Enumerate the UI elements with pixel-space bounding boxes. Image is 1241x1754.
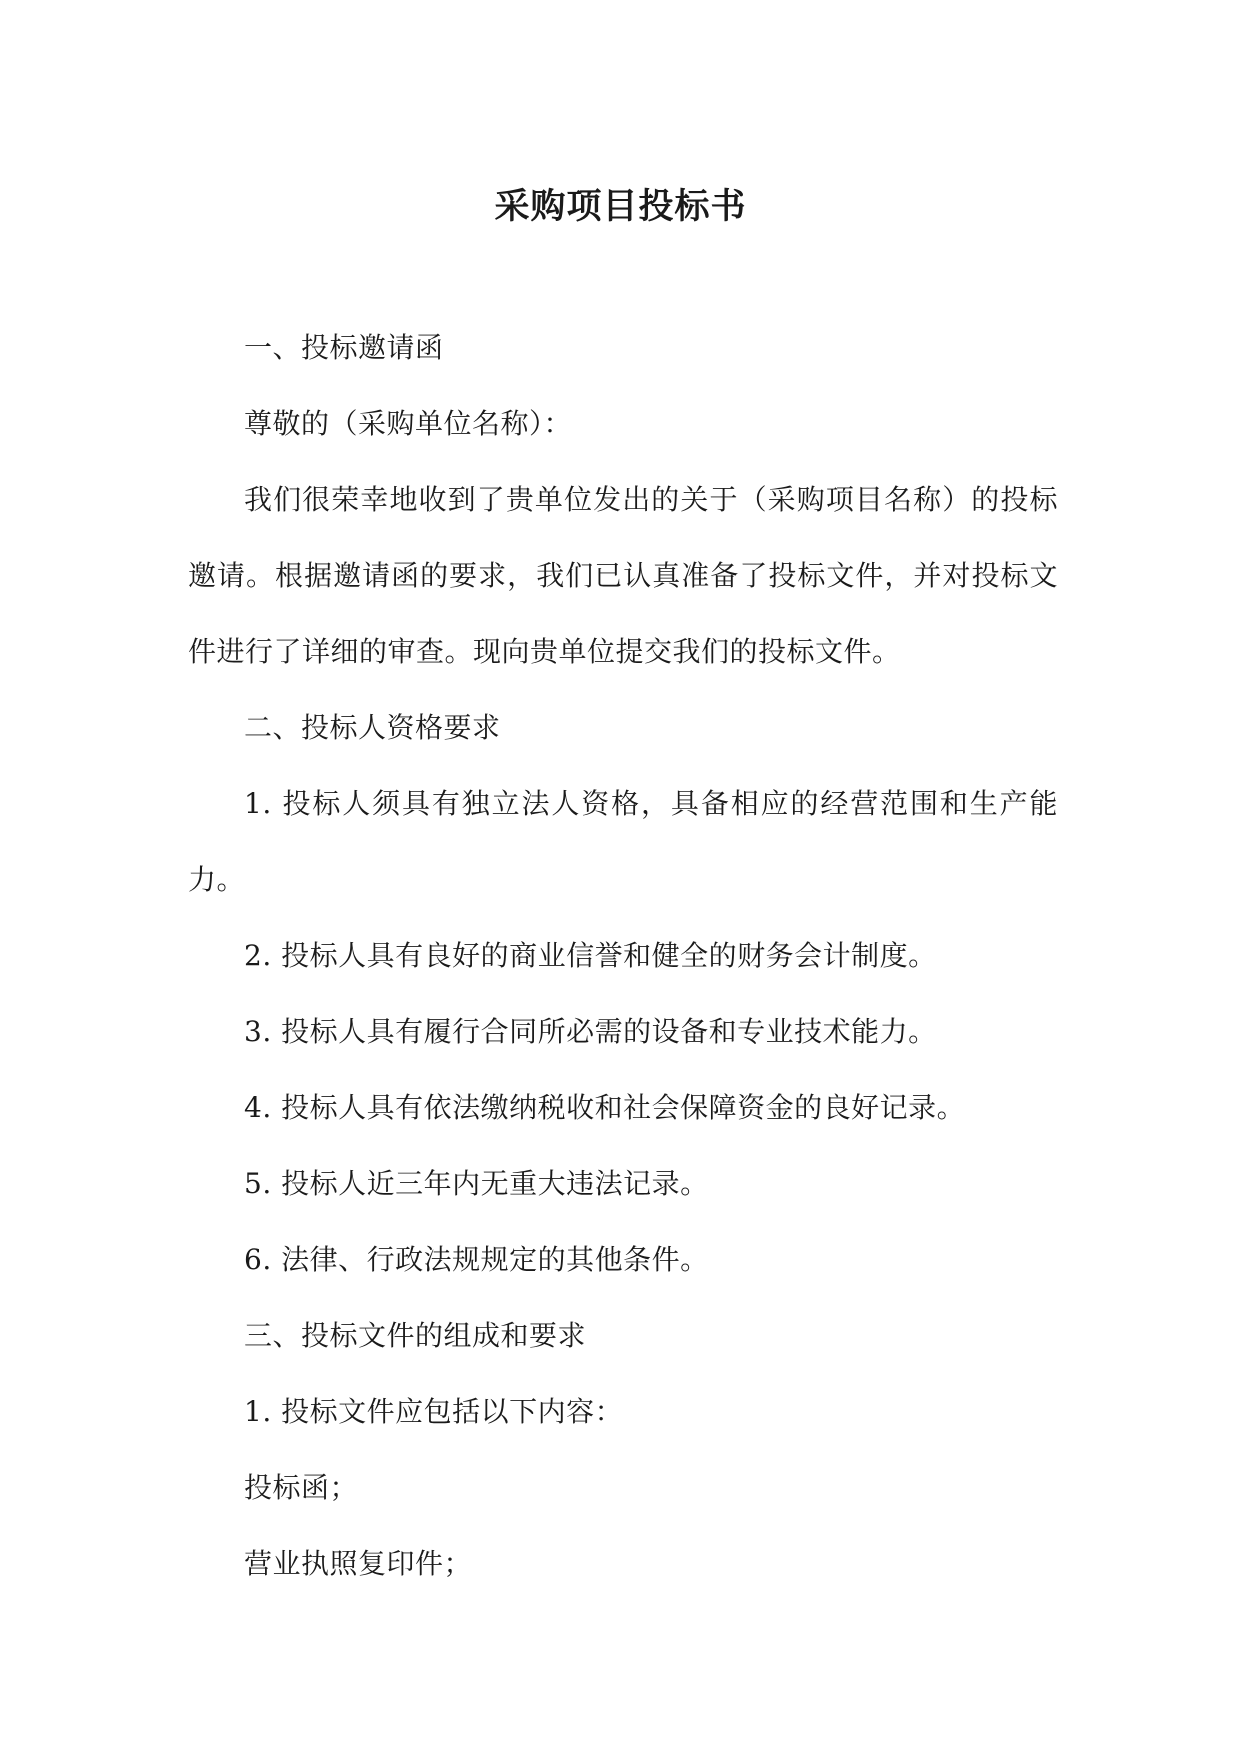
document-body: [188, 310, 1058, 1602]
qualification-item-3: 3. 投标人具有履行合同所必需的设备和专业技术能力。: [244, 1015, 937, 1048]
qualification-item-5: 5. 投标人近三年内无重大违法记录。: [244, 1167, 709, 1200]
qualification-item-2: 2. 投标人具有良好的商业信誉和健全的财务会计制度。: [244, 939, 937, 972]
qualification-item-6: 6. 法律、行政法规规定的其他条件。: [244, 1243, 709, 1276]
composition-item-1: 1. 投标文件应包括以下内容：: [244, 1395, 624, 1428]
composition-subitem-bid-letter: 投标函；: [244, 1471, 359, 1504]
invitation-paragraph: 我们很荣幸地收到了贵单位发出的关于（采购项目名称）的投标邀请。根据邀请函的要求，我们已认真准备了投标文件，并对投标文件进行了详细的审查。现向贵单位提交我们的投标文件。: [188, 483, 1058, 668]
section-heading-invitation: 一、投标邀请函: [244, 331, 444, 364]
section-heading-qualification: 二、投标人资格要求: [244, 711, 501, 744]
salutation: 尊敬的（采购单位名称）：: [244, 407, 573, 440]
document-title: 采购项目投标书: [494, 186, 747, 227]
section-heading-composition: 三、投标文件的组成和要求: [244, 1319, 587, 1352]
composition-subitem-license-copy: 营业执照复印件；: [244, 1547, 473, 1580]
qualification-item-1: 1. 投标人须具有独立法人资格，具备相应的经营范围和生产能力。: [188, 787, 1058, 896]
qualification-item-4: 4. 投标人具有依法缴纳税收和社会保障资金的良好记录。: [244, 1091, 966, 1124]
